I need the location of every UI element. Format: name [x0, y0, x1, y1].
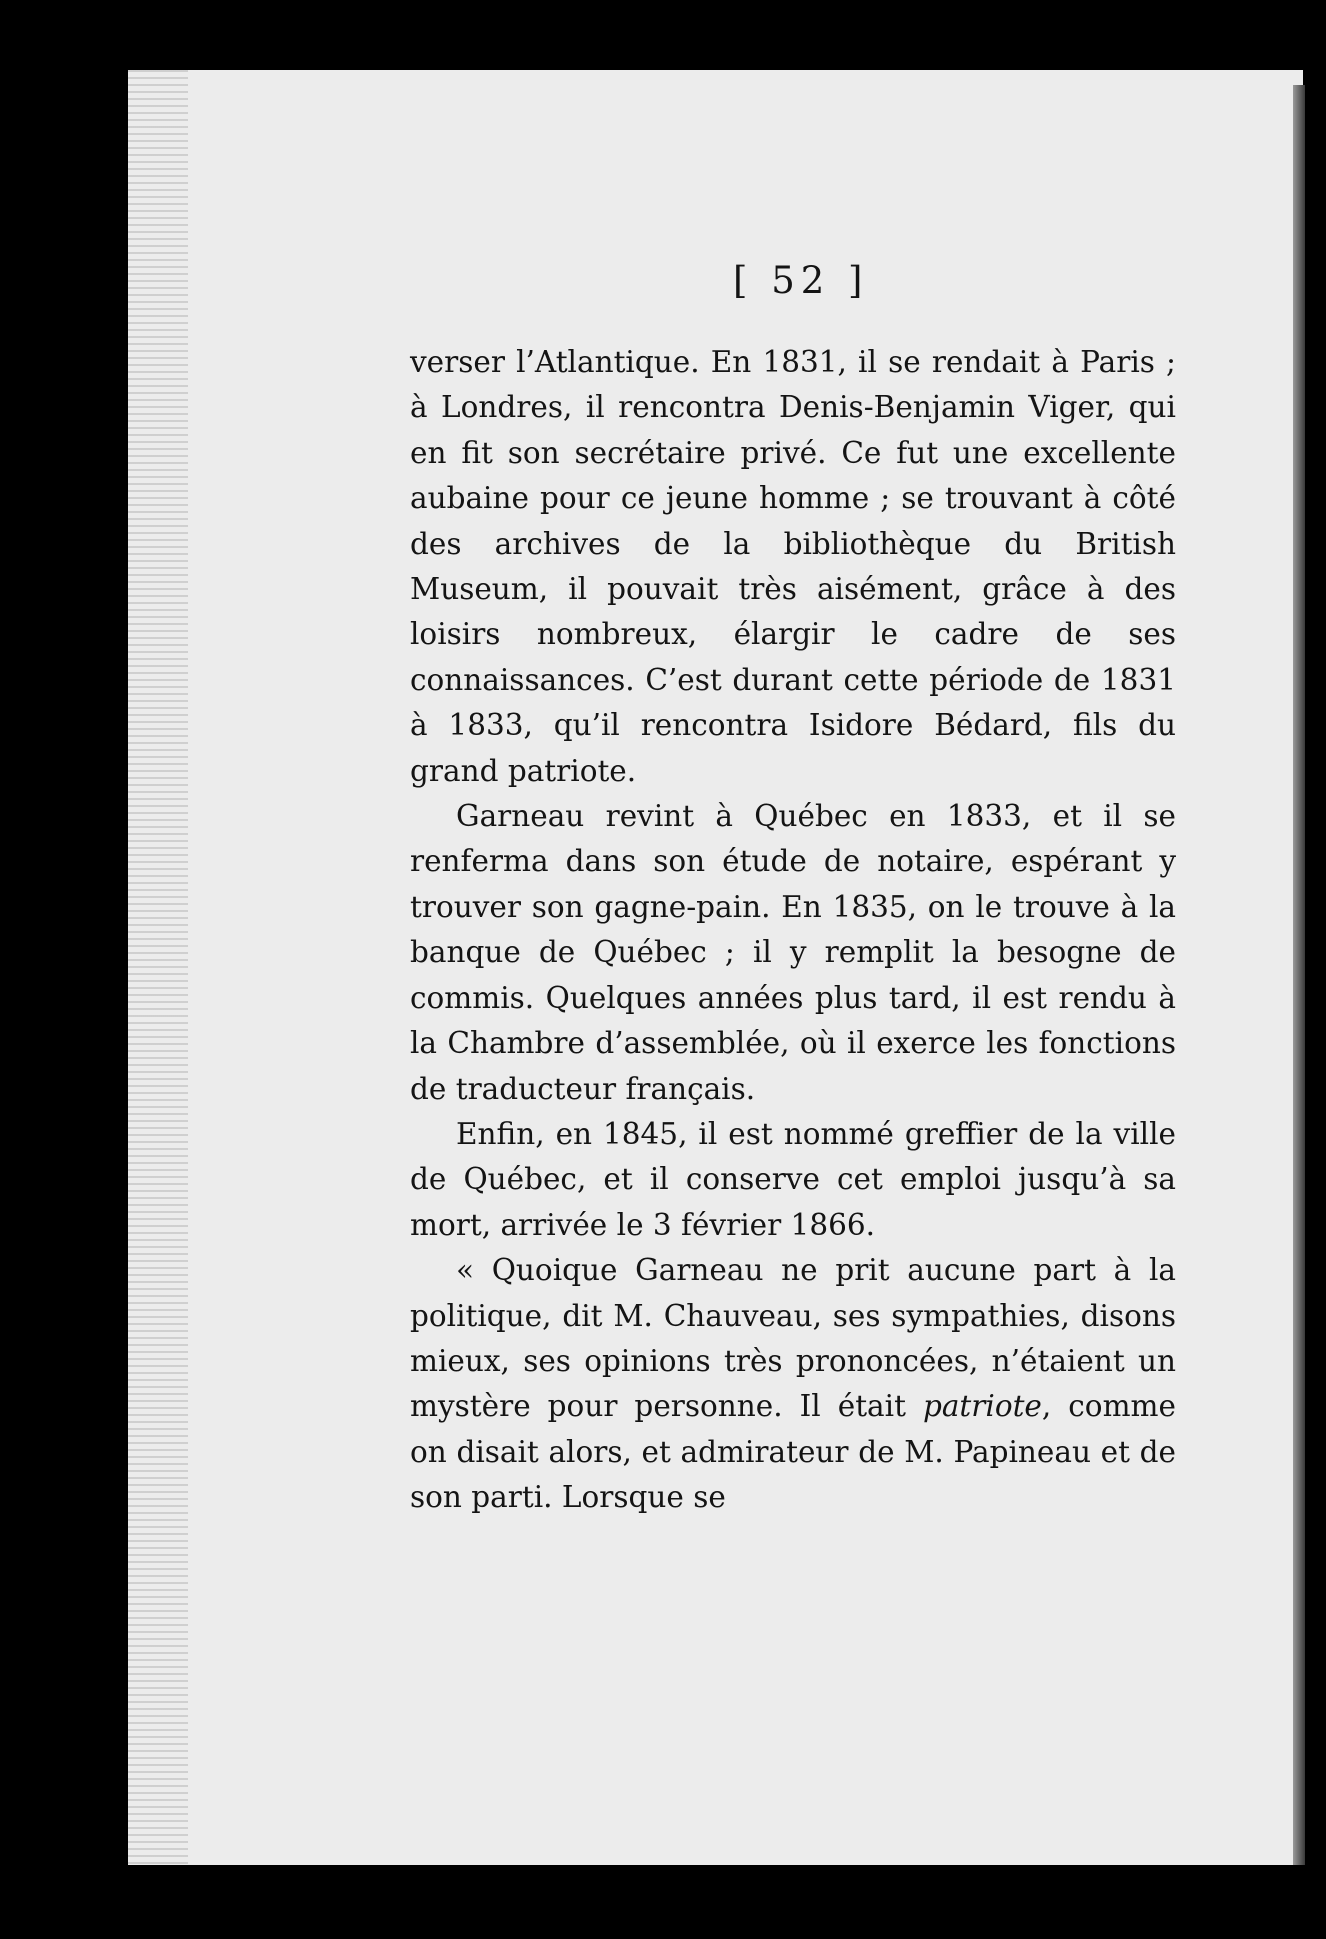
binding-texture — [128, 70, 188, 1865]
paragraph-1: verser l’Atlantique. En 1831, il se rendait à Paris ; à Londres, il rencontra Denis-Benjamin Viger, qui en fit son secrétaire privé. Ce fut une excellente aubaine pour ce jeune homme ; se trouvant à côté des archives de la bibliothèque du British Museum, il pouvait très aisément, grâce à des loisirs nombreux, élargir le cadre de ses connaissances. C’est durant cette période de 1831 à 1833, qu’il rencontra Isidore Bédard, fils du grand patriote. — [410, 345, 1176, 788]
page-number: [ 52 ] — [733, 259, 869, 302]
body-text — [410, 340, 1176, 1521]
paragraph-4-text: « Quoique Garneau ne prit aucune part à la politique, dit M. Chauveau, ses sympathies, disons mieux, ses opinions très prononcées, n’étaient un mystère pour personne. Il était — [410, 1253, 1176, 1424]
paragraph-2: Garneau revint à Québec en 1833, et il se renferma dans son étude de notaire, espérant y trouver son gagne-pain. En 1835, on le trouve à la banque de Québec ; il y remplit la besogne de commis. Quelques années plus tard, il est rendu à la Chambre d’assemblée, où il exerce les fonctions de traducteur français. — [410, 799, 1176, 1106]
paragraph-4-continuation: , comme on disait alors, et admirateur de M. Papineau et de son parti. Lorsque se — [410, 1389, 1176, 1515]
paragraph-4 — [410, 1248, 1176, 1520]
emphasis-patriote: patriote — [922, 1389, 1042, 1424]
page-right-edge — [1293, 85, 1305, 1865]
paragraph-3: Enfin, en 1845, il est nommé greffier de la ville de Québec, et il conserve cet emploi jusqu’à sa mort, arrivée le 3 février 1866. — [410, 1116, 1176, 1242]
